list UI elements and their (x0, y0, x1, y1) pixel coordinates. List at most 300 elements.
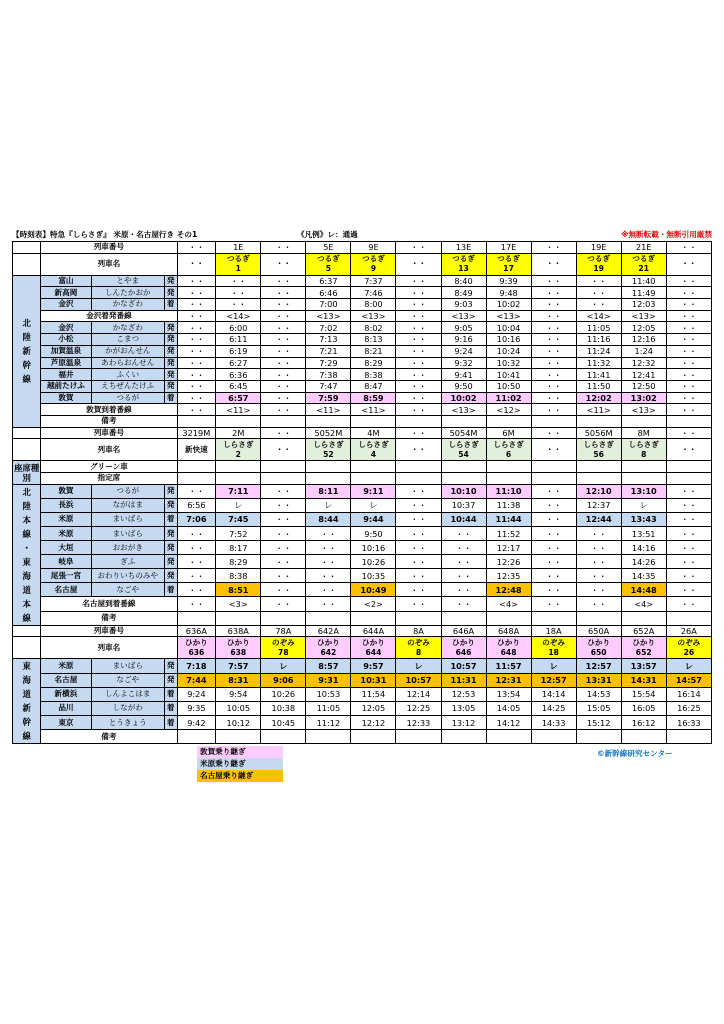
arr-dep-mark: 着 (164, 701, 177, 715)
table-row (13, 484, 712, 498)
empty-cell (216, 473, 261, 485)
empty-cell (177, 473, 216, 485)
time-cell: 14:53 (576, 687, 621, 701)
time-cell: 14:26 (621, 555, 666, 569)
empty-cell (351, 461, 396, 473)
station-kana: あわらおんせん (91, 357, 164, 369)
time-cell: 6:37 (306, 275, 351, 287)
table-row (13, 701, 712, 715)
time-cell: 7:37 (351, 275, 396, 287)
blank-cell (13, 253, 41, 275)
time-cell: 10:57 (441, 659, 486, 673)
table-row (13, 253, 712, 275)
empty-cell (351, 415, 396, 427)
time-cell: ・・ (261, 369, 306, 381)
time-cell: ・・ (396, 526, 441, 540)
time-cell: 7:13 (306, 334, 351, 346)
time-cell: 10:24 (486, 345, 531, 357)
arr-dep-mark: 発 (164, 526, 177, 540)
time-cell: ・・ (666, 484, 711, 498)
table-row (13, 334, 712, 346)
time-cell: 13:02 (621, 392, 666, 404)
time-cell: 7:06 (177, 512, 216, 526)
time-cell: 11:24 (576, 345, 621, 357)
empty-cell (486, 415, 531, 427)
time-cell: 6:57 (216, 392, 261, 404)
time-cell: ・・ (666, 555, 711, 569)
credit: ©新幹線研究センター (597, 749, 673, 758)
time-cell: 14:48 (621, 583, 666, 597)
train-name-cell: つるぎ 13 (441, 253, 486, 275)
time-cell: 12:37 (576, 498, 621, 512)
time-cell: ・・ (531, 322, 576, 334)
empty-cell (576, 611, 621, 625)
empty-cell (306, 730, 351, 744)
time-cell: ・・ (666, 345, 711, 357)
time-cell: ・・ (441, 555, 486, 569)
time-cell: 10:10 (441, 484, 486, 498)
train-name-cell: しらさぎ 8 (621, 439, 666, 461)
arr-dep-mark: 発 (164, 275, 177, 287)
empty-cell (666, 611, 711, 625)
empty-cell (441, 461, 486, 473)
time-cell: <13> (441, 310, 486, 322)
time-cell: 11:38 (486, 498, 531, 512)
time-cell: ・・ (261, 583, 306, 597)
time-cell: ・・ (666, 498, 711, 512)
time-cell: 7:02 (306, 322, 351, 334)
time-cell: レ (396, 659, 441, 673)
time-cell: ・・ (261, 322, 306, 334)
arr-dep-mark: 着 (164, 512, 177, 526)
row-label: 指定席 (41, 473, 177, 485)
time-cell: 642A (306, 625, 351, 637)
table-row (13, 687, 712, 701)
time-cell: ・・ (177, 369, 216, 381)
time-cell: 12:48 (486, 583, 531, 597)
station-name: 東京 (41, 716, 91, 730)
station-name: 富山 (41, 275, 91, 287)
time-cell: ・・ (306, 555, 351, 569)
train-name-cell: つるぎ 17 (486, 253, 531, 275)
time-cell: <13> (486, 310, 531, 322)
time-cell: 11:32 (576, 357, 621, 369)
station-name: 岐阜 (41, 555, 91, 569)
time-cell: ・・ (396, 512, 441, 526)
time-cell: ・・ (396, 597, 441, 611)
time-cell: 7:52 (216, 526, 261, 540)
row-label: 金沢着発番線 (41, 310, 177, 322)
time-cell: 11:12 (306, 716, 351, 730)
time-cell: 14:16 (621, 541, 666, 555)
time-cell: ・・ (177, 287, 216, 299)
time-cell: 12:31 (486, 673, 531, 687)
train-name-cell: ・・ (666, 253, 711, 275)
time-cell: 6M (486, 427, 531, 439)
station-kana: とうきょう (91, 716, 164, 730)
time-cell: 8:13 (351, 334, 396, 346)
time-cell: 8:49 (441, 287, 486, 299)
time-cell: ・・ (666, 242, 711, 254)
time-cell: ・・ (666, 427, 711, 439)
time-cell: ・・ (177, 484, 216, 498)
station-name: 敦賀 (41, 392, 91, 404)
table-row (13, 498, 712, 512)
time-cell: ・・ (261, 357, 306, 369)
empty-cell (216, 730, 261, 744)
table-row (13, 427, 712, 439)
empty-cell (441, 415, 486, 427)
time-cell: 636A (177, 625, 216, 637)
station-kana: ふくい (91, 369, 164, 381)
time-cell: 9:50 (441, 380, 486, 392)
empty-cell (666, 473, 711, 485)
time-cell: 8:38 (351, 369, 396, 381)
station-kana: かがおんせん (91, 345, 164, 357)
time-cell: 14:35 (621, 569, 666, 583)
time-cell: 10:32 (486, 357, 531, 369)
time-cell: 15:05 (576, 701, 621, 715)
time-cell: 11:10 (486, 484, 531, 498)
time-cell: ・・ (531, 299, 576, 311)
time-cell: ・・ (666, 275, 711, 287)
time-cell: ・・ (576, 541, 621, 555)
time-cell: ・・ (177, 597, 216, 611)
train-name-cell: ひかり 648 (486, 637, 531, 659)
time-cell: 13:12 (441, 716, 486, 730)
time-cell: 9:31 (306, 673, 351, 687)
train-name-cell: ひかり 646 (441, 637, 486, 659)
time-cell: ・・ (177, 392, 216, 404)
time-cell: ・・ (177, 310, 216, 322)
time-cell: 7:47 (306, 380, 351, 392)
time-cell: ・・ (666, 322, 711, 334)
time-cell: ・・ (531, 541, 576, 555)
time-cell: ・・ (666, 380, 711, 392)
time-cell: 8:38 (216, 569, 261, 583)
table-row (13, 597, 712, 611)
table-row (13, 287, 712, 299)
time-cell: 10:53 (306, 687, 351, 701)
station-kana: まいばら (91, 659, 164, 673)
time-cell: ・・ (177, 404, 216, 416)
time-cell: 12:35 (486, 569, 531, 583)
time-cell: 7:38 (306, 369, 351, 381)
time-cell: 10:38 (261, 701, 306, 715)
arr-dep-mark: 着 (164, 299, 177, 311)
time-cell: 10:45 (261, 716, 306, 730)
station-name: 米原 (41, 659, 91, 673)
empty-cell (441, 730, 486, 744)
empty-cell (351, 730, 396, 744)
time-cell: 3219M (177, 427, 216, 439)
time-cell: ・・ (306, 583, 351, 597)
time-cell: 8:47 (351, 380, 396, 392)
time-cell: 9:48 (486, 287, 531, 299)
time-cell: 11:31 (441, 673, 486, 687)
time-cell: 5054M (441, 427, 486, 439)
train-name-cell: しらさぎ 54 (441, 439, 486, 461)
time-cell: ・・ (576, 597, 621, 611)
row-label: 備考 (41, 730, 177, 744)
sheet-header (12, 228, 712, 241)
time-cell: 8A (396, 625, 441, 637)
blank-cell (13, 637, 41, 659)
time-cell: 11:54 (351, 687, 396, 701)
time-cell: <13> (306, 310, 351, 322)
station-kana: しんよこはま (91, 687, 164, 701)
time-cell: 8:29 (351, 357, 396, 369)
train-name-cell: ・・ (261, 253, 306, 275)
time-cell: 16:33 (666, 716, 711, 730)
train-name-cell: しらさぎ 2 (216, 439, 261, 461)
table-row (13, 345, 712, 357)
time-cell: ・・ (261, 541, 306, 555)
time-cell: 9:57 (351, 659, 396, 673)
time-cell: レ (351, 498, 396, 512)
empty-cell (261, 611, 306, 625)
time-cell: ・・ (396, 345, 441, 357)
time-cell: ・・ (576, 555, 621, 569)
time-cell: ・・ (666, 392, 711, 404)
table-row (13, 299, 712, 311)
train-name-cell: のぞみ 26 (666, 637, 711, 659)
table-row (13, 541, 712, 555)
train-name-cell: しらさぎ 56 (576, 439, 621, 461)
time-cell: 9:05 (441, 322, 486, 334)
time-cell: 12:57 (576, 659, 621, 673)
time-cell: 9:35 (177, 701, 216, 715)
time-cell: ・・ (531, 597, 576, 611)
time-cell: ・・ (261, 569, 306, 583)
time-cell: ・・ (261, 498, 306, 512)
legend-item: 敦賀乗り継ぎ (197, 746, 283, 758)
station-kana: まいばら (91, 512, 164, 526)
time-cell: 6:46 (306, 287, 351, 299)
station-kana: かなざわ (91, 299, 164, 311)
time-cell: 10:04 (486, 322, 531, 334)
section-label: 座席種別 (14, 462, 40, 483)
train-name-cell: つるぎ 5 (306, 253, 351, 275)
empty-cell (621, 473, 666, 485)
table-row (13, 473, 712, 485)
time-cell: 12:26 (486, 555, 531, 569)
time-cell: ・・ (177, 357, 216, 369)
arr-dep-mark: 発 (164, 345, 177, 357)
time-cell: ・・ (531, 484, 576, 498)
empty-cell (396, 611, 441, 625)
empty-cell (486, 611, 531, 625)
section-label: 東 海 道 新 幹 線 (13, 659, 41, 744)
time-cell: ・・ (306, 597, 351, 611)
time-cell: ・・ (531, 526, 576, 540)
station-name: 米原 (41, 512, 91, 526)
time-cell: ・・ (177, 345, 216, 357)
empty-cell (576, 473, 621, 485)
empty-cell (351, 611, 396, 625)
time-cell: <13> (441, 404, 486, 416)
timetable (12, 241, 712, 744)
time-cell: 2M (216, 427, 261, 439)
time-cell: ・・ (177, 583, 216, 597)
time-cell: 1E (216, 242, 261, 254)
time-cell: 9E (351, 242, 396, 254)
time-cell: 12:02 (576, 392, 621, 404)
blank-cell (13, 427, 41, 439)
time-cell: レ (621, 498, 666, 512)
time-cell: ・・ (306, 569, 351, 583)
station-kana: かなざわ (91, 322, 164, 334)
time-cell: 6:11 (216, 334, 261, 346)
arr-dep-mark: 発 (164, 484, 177, 498)
arr-dep-mark: 着 (164, 716, 177, 730)
time-cell: ・・ (261, 484, 306, 498)
time-cell: 9:44 (351, 512, 396, 526)
station-kana: しながわ (91, 701, 164, 715)
time-cell: ・・ (666, 287, 711, 299)
time-cell: 8:51 (216, 583, 261, 597)
time-cell: ・・ (306, 541, 351, 555)
time-cell: 13:10 (621, 484, 666, 498)
time-cell: 15:54 (621, 687, 666, 701)
train-name-cell: ・・ (531, 439, 576, 461)
time-cell: 650A (576, 625, 621, 637)
train-name-cell: つるぎ 19 (576, 253, 621, 275)
station-kana: ぎふ (91, 555, 164, 569)
time-cell: ・・ (396, 357, 441, 369)
blank-cell (13, 625, 41, 637)
arr-dep-mark: 発 (164, 334, 177, 346)
station-name: 福井 (41, 369, 91, 381)
time-cell: レ (531, 659, 576, 673)
time-cell: 8:57 (306, 659, 351, 673)
table-row (13, 611, 712, 625)
time-cell: 8:59 (351, 392, 396, 404)
empty-cell (177, 611, 216, 625)
time-cell: 9:03 (441, 299, 486, 311)
time-cell: ・・ (666, 597, 711, 611)
table-row (13, 415, 712, 427)
row-label: 列車番号 (41, 242, 177, 254)
time-cell: 26A (666, 625, 711, 637)
time-cell: ・・ (666, 541, 711, 555)
legend-note: 《凡例》レ：通過 (297, 230, 358, 239)
time-cell: ・・ (396, 380, 441, 392)
time-cell: <12> (486, 404, 531, 416)
row-label: 名古屋到着番線 (41, 597, 177, 611)
time-cell: <11> (306, 404, 351, 416)
time-cell: 7:11 (216, 484, 261, 498)
time-cell: 11:41 (576, 369, 621, 381)
train-name-cell: ・・ (396, 439, 441, 461)
time-cell: ・・ (531, 555, 576, 569)
color-legend (197, 746, 283, 782)
time-cell: 1:24 (621, 345, 666, 357)
train-name-cell: しらさぎ 52 (306, 439, 351, 461)
time-cell: 13E (441, 242, 486, 254)
station-name: 米原 (41, 526, 91, 540)
time-cell: 9:11 (351, 484, 396, 498)
time-cell: 652A (621, 625, 666, 637)
empty-cell (396, 415, 441, 427)
time-cell: 11:16 (576, 334, 621, 346)
time-cell: ・・ (666, 583, 711, 597)
time-cell: 7:45 (216, 512, 261, 526)
time-cell: 78A (261, 625, 306, 637)
time-cell: 8:40 (441, 275, 486, 287)
time-cell: ・・ (396, 392, 441, 404)
arr-dep-mark: 発 (164, 322, 177, 334)
time-cell: 11:44 (486, 512, 531, 526)
time-cell: ・・ (531, 380, 576, 392)
time-cell: 12:41 (621, 369, 666, 381)
time-cell: <3> (216, 597, 261, 611)
table-row (13, 526, 712, 540)
station-kana: しんたかおか (91, 287, 164, 299)
table-row (13, 716, 712, 730)
time-cell: ・・ (177, 569, 216, 583)
train-name-cell: ひかり 642 (306, 637, 351, 659)
station-name: 小松 (41, 334, 91, 346)
time-cell: ・・ (396, 541, 441, 555)
train-name-cell: ひかり 638 (216, 637, 261, 659)
arr-dep-mark: 発 (164, 569, 177, 583)
time-cell: 11:02 (486, 392, 531, 404)
time-cell: ・・ (261, 427, 306, 439)
time-cell: 14:25 (531, 701, 576, 715)
time-cell: ・・ (531, 275, 576, 287)
station-name: 敦賀 (41, 484, 91, 498)
table-row (13, 625, 712, 637)
time-cell: 12:57 (531, 673, 576, 687)
time-cell: ・・ (261, 555, 306, 569)
time-cell: 6:56 (177, 498, 216, 512)
table-row (13, 392, 712, 404)
time-cell: ・・ (576, 526, 621, 540)
time-cell: 10:57 (396, 673, 441, 687)
empty-cell (306, 473, 351, 485)
station-name: 越前たけふ (41, 380, 91, 392)
table-row (13, 673, 712, 687)
station-kana: こまつ (91, 334, 164, 346)
time-cell: 17E (486, 242, 531, 254)
time-cell: ・・ (396, 275, 441, 287)
arr-dep-mark: 着 (164, 687, 177, 701)
time-cell: 7:18 (177, 659, 216, 673)
time-cell: ・・ (261, 275, 306, 287)
empty-cell (396, 461, 441, 473)
time-cell: ・・ (306, 526, 351, 540)
empty-cell (261, 473, 306, 485)
time-cell: 21E (621, 242, 666, 254)
time-cell: ・・ (666, 569, 711, 583)
time-cell: ・・ (666, 404, 711, 416)
table-row (13, 583, 712, 597)
time-cell: 9:39 (486, 275, 531, 287)
time-cell: <11> (351, 404, 396, 416)
train-name-cell: つるぎ 9 (351, 253, 396, 275)
time-cell: <2> (351, 597, 396, 611)
arr-dep-mark: 着 (164, 583, 177, 597)
empty-cell (666, 730, 711, 744)
time-cell: 14:12 (486, 716, 531, 730)
time-cell: ・・ (261, 597, 306, 611)
station-kana: つるが (91, 392, 164, 404)
time-cell: ・・ (576, 275, 621, 287)
time-cell: 16:05 (621, 701, 666, 715)
time-cell: ・・ (666, 526, 711, 540)
table-row (13, 569, 712, 583)
